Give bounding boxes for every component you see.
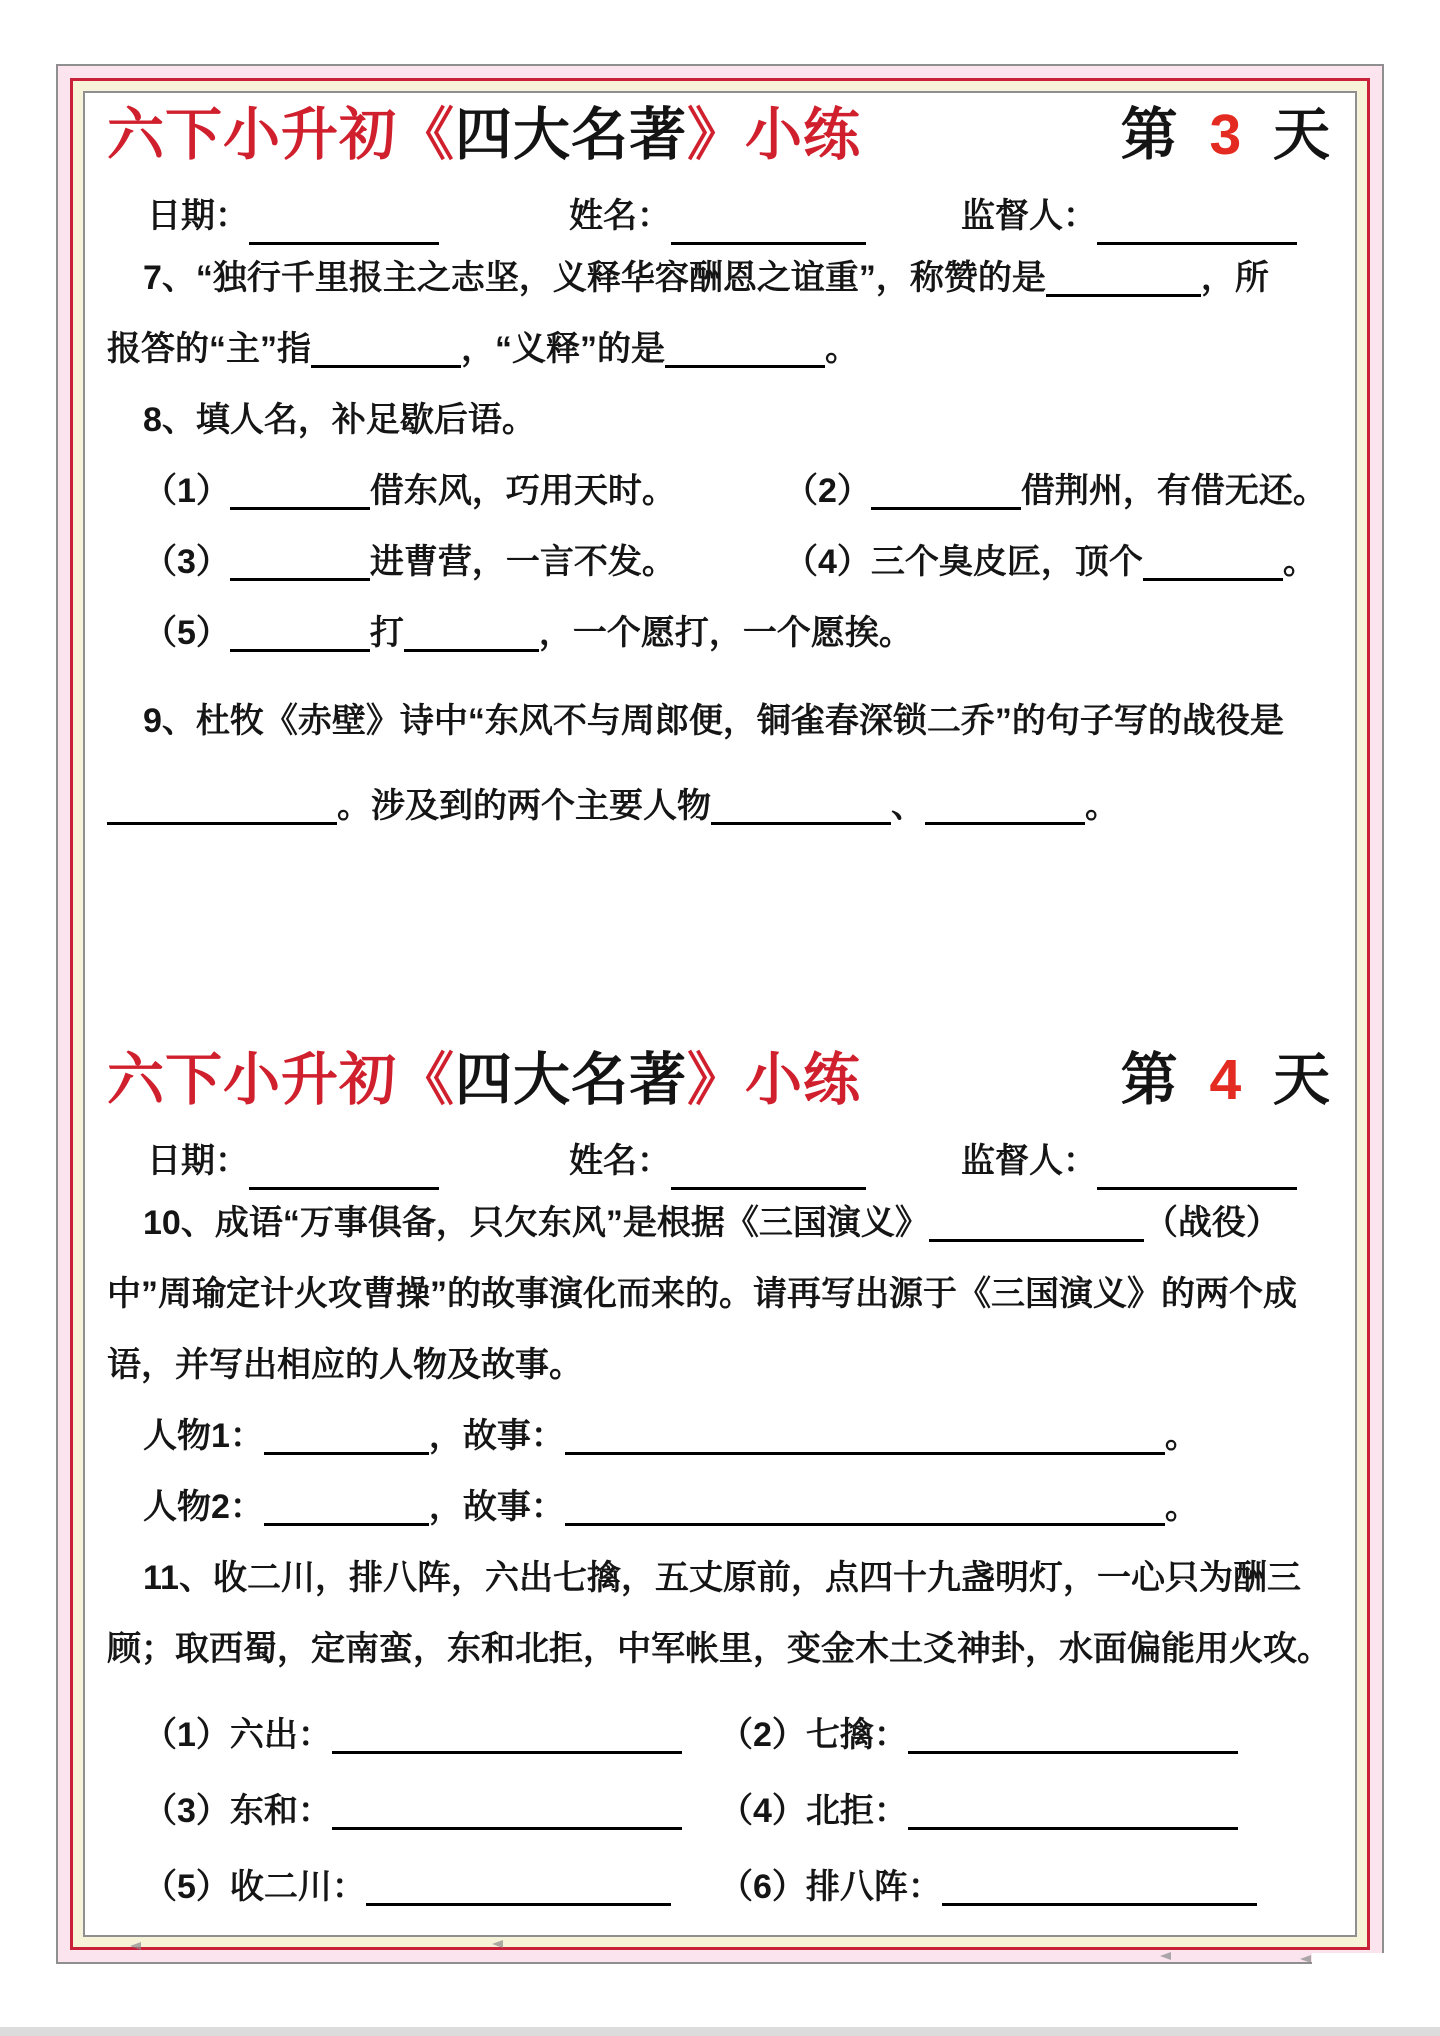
- q8-item-4-blank: [1143, 578, 1283, 581]
- q11-item-3-label: （3）东和：: [143, 1792, 332, 1830]
- day3-title-suffix: 小练: [745, 103, 861, 167]
- q8-item-1: [107, 456, 784, 527]
- page-frame-middle: [70, 78, 1370, 1950]
- worksheet-content: [83, 91, 1357, 1937]
- q9-blank-1: [107, 822, 337, 825]
- q9-text-2a: 。涉及到的两个主要人物: [337, 787, 711, 825]
- day4-day-label: [1121, 1040, 1331, 1120]
- q11-item-4: [719, 1773, 1238, 1849]
- q11-item-5-label: （5）收二川：: [143, 1868, 366, 1906]
- q8-item-4: [784, 527, 1317, 598]
- page-frame-outer: [56, 64, 1384, 1964]
- day3-date-blank: [249, 242, 439, 245]
- day4-name-blank: [671, 1187, 866, 1190]
- q11-item-4-label: （4）北拒：: [719, 1792, 908, 1830]
- q11-item-6-label: （6）排八阵：: [719, 1868, 942, 1906]
- day3-date-label: 日期：: [147, 197, 249, 235]
- q8-item-3-text: 进曹营，一言不发。: [369, 543, 676, 581]
- q8-item-3-blank: [230, 578, 370, 581]
- q11-item-5: [107, 1849, 719, 1925]
- day4-title-suffix: 小练: [745, 1048, 861, 1112]
- q8-item-2-num: （2）: [784, 472, 871, 510]
- day4-day-suffix: 天: [1273, 1048, 1331, 1112]
- q10-person-1-period: 。: [1164, 1417, 1199, 1455]
- q7-text-2c: 。: [825, 330, 859, 368]
- q11-item-4-blank: [908, 1827, 1238, 1830]
- q10-person-2-blank: [264, 1523, 429, 1526]
- q11-row-3: [107, 1849, 1333, 1925]
- q10-person-1-blank: [264, 1452, 429, 1455]
- q10-text-1b: （战役）: [1143, 1204, 1280, 1242]
- day3-title-bracket-close: 》: [687, 103, 745, 167]
- q11-item-1-label: （1）六出：: [143, 1716, 332, 1754]
- scan-artifact-mark: [492, 1940, 503, 1948]
- day4-day-prefix: 第: [1120, 1048, 1179, 1112]
- q8-item-3: [107, 527, 784, 598]
- q10-person-2-story-label: ，故事：: [428, 1488, 565, 1526]
- q11-item-1: [107, 1697, 719, 1773]
- day3-meta-row: [107, 175, 1333, 243]
- day4-title-bracket-close: 》: [687, 1048, 745, 1112]
- q11-item-6: [719, 1849, 1257, 1925]
- q8-heading: 8、填人名，补足歇后语。: [143, 401, 536, 439]
- q10-person-2-label: 人物2：: [143, 1488, 264, 1526]
- q8-item-2: [784, 456, 1327, 527]
- q11-item-2-blank: [908, 1751, 1238, 1754]
- day4-title-book: 四大名著: [455, 1048, 687, 1112]
- q9-line-2: [107, 764, 1333, 849]
- day3-day-prefix: 第: [1120, 103, 1179, 167]
- q7-text-2a: 报答的“主”指: [107, 330, 311, 368]
- day4-title-text: 六下小升初: [107, 1048, 397, 1112]
- q8-item-5-blank-1: [230, 649, 370, 652]
- q11-item-5-blank: [366, 1903, 671, 1906]
- day4-supervisor-label: 监督人：: [961, 1142, 1097, 1180]
- scan-bottom-strip: [0, 2027, 1440, 2036]
- q8-item-5-mid: 打: [369, 614, 404, 652]
- q7-text-1a: 7、“独行千里报主之志坚，义释华容酬恩之谊重”，称赞的是: [143, 259, 1046, 297]
- day4-date-label: 日期：: [147, 1142, 249, 1180]
- day3-title-row: [107, 95, 1333, 175]
- day4-date-blank: [249, 1187, 439, 1190]
- q9-blank-2: [711, 822, 891, 825]
- q10-line-3: 语，并写出相应的人物及故事。: [107, 1346, 583, 1384]
- scan-artifact-mark: [130, 1942, 141, 1950]
- day3-day-number: 3: [1209, 103, 1243, 167]
- q10-person-2-story-blank: [565, 1523, 1165, 1526]
- q9-blank-3: [925, 822, 1085, 825]
- q10-person-1-label: 人物1：: [143, 1417, 264, 1455]
- day3-name-blank: [671, 242, 866, 245]
- q9-line-1: 9、杜牧《赤壁》诗中“东风不与周郎便，铜雀春深锁二乔”的句子写的战役是: [143, 702, 1284, 740]
- q8-item-1-blank: [230, 507, 370, 510]
- q8-row-1: [107, 456, 1333, 527]
- q11-row-2: [107, 1773, 1333, 1849]
- q8-item-5-blank-2: [404, 649, 539, 652]
- q10-person-1-story-label: ，故事：: [428, 1417, 565, 1455]
- q8-item-1-text: 借东风，巧用天时。: [369, 472, 676, 510]
- q8-item-5-text: ，一个愿打，一个愿挨。: [538, 614, 913, 652]
- scan-artifact-mark: [1160, 1952, 1171, 1960]
- day3-name-label: 姓名：: [569, 197, 671, 235]
- q7-blank-3: [665, 365, 825, 368]
- q10-line-1: [107, 1188, 1333, 1259]
- day4-day-number: 4: [1209, 1048, 1243, 1112]
- day3-title-text: 六下小升初: [107, 103, 397, 167]
- q10-text-1a: 10、成语“万事俱备，只欠东风”是根据《三国演义》: [143, 1204, 929, 1242]
- q11-item-2: [719, 1697, 1238, 1773]
- day4-supervisor-blank: [1097, 1187, 1297, 1190]
- q11-item-1-blank: [332, 1751, 682, 1754]
- q9-text-2b: 、: [891, 787, 925, 825]
- q10-line-2: 中”周瑜定计火攻曹操”的故事演化而来的。请再写出源于《三国演义》的两个成: [107, 1275, 1297, 1313]
- day3-title-book: 四大名著: [455, 103, 687, 167]
- q8-item-4-text: （4）三个臭皮匠，顶个: [784, 543, 1143, 581]
- day3-supervisor-blank: [1097, 242, 1297, 245]
- q9-text-2c: 。: [1085, 787, 1119, 825]
- q10-blank-1: [929, 1239, 1144, 1242]
- q7-line-1: [107, 243, 1333, 314]
- day3-day-suffix: 天: [1273, 103, 1331, 167]
- q7-blank-1: [1046, 294, 1201, 297]
- day3-supervisor-label: 监督人：: [961, 197, 1097, 235]
- q11-item-2-label: （2）七擒：: [719, 1716, 908, 1754]
- q8-row-3: [107, 598, 1333, 669]
- q10-person-2-period: 。: [1164, 1488, 1199, 1526]
- q8-item-3-num: （3）: [143, 543, 230, 581]
- q11-item-3-blank: [332, 1827, 682, 1830]
- q8-item-5: [107, 598, 913, 669]
- q8-item-5-num: （5）: [143, 614, 230, 652]
- day4-title-row: [107, 1040, 1333, 1120]
- q7-text-2b: ，“义释”的是: [461, 330, 665, 368]
- q8-item-2-text: 借荆州，有借无还。: [1020, 472, 1327, 510]
- q10-person-1-row: [107, 1401, 1333, 1472]
- q11-row-1: [107, 1697, 1333, 1773]
- q8-item-1-num: （1）: [143, 472, 230, 510]
- q10-person-2-row: [107, 1472, 1333, 1543]
- q8-row-2: [107, 527, 1333, 598]
- scan-artifact-patch: [1312, 1953, 1440, 2013]
- q7-line-2: [107, 314, 1333, 385]
- q11-item-3: [107, 1773, 719, 1849]
- q10-person-1-story-blank: [565, 1452, 1165, 1455]
- q7-text-1b: ，所: [1200, 259, 1269, 297]
- q8-item-4-period: 。: [1282, 543, 1317, 581]
- day3-day-label: [1121, 95, 1331, 175]
- q11-line-2: 顾；取西蜀，定南蛮，东和北拒，中军帐里，变金木土爻神卦，水面偏能用火攻。: [107, 1630, 1331, 1668]
- day4-title-bracket-open: 《: [397, 1048, 455, 1112]
- q7-blank-2: [311, 365, 461, 368]
- day4-meta-row: [107, 1120, 1333, 1188]
- q11-line-1: 11、收二川，排八阵，六出七擒，五丈原前，点四十九盏明灯，一心只为酬三: [143, 1559, 1301, 1597]
- day3-title-bracket-open: 《: [397, 103, 455, 167]
- day4-name-label: 姓名：: [569, 1142, 671, 1180]
- scan-artifact-mark: [1300, 1955, 1311, 1963]
- q11-item-6-blank: [942, 1903, 1257, 1906]
- q8-item-2-blank: [871, 507, 1021, 510]
